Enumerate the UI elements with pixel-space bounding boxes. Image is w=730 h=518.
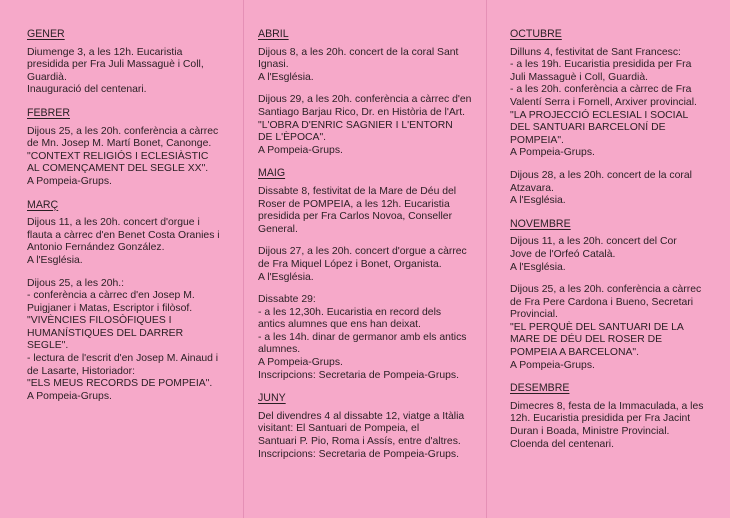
month-heading: MAIG [258, 167, 286, 180]
event-text-line: visitant: El Santuari de Pompeia, el [258, 423, 420, 435]
event-entry [258, 294, 470, 382]
event-text-line: A Pompeia-Grups. [27, 390, 112, 402]
month-heading: ABRIL [258, 28, 289, 40]
event-text-line: de Fra Pere Cardona i Bueno, Secretari [510, 296, 694, 308]
event-text-line: Roser de POMPEIA, a les 12h. Eucaristia [258, 198, 450, 210]
event-text-line: A l'Església. [510, 261, 566, 273]
event-text-line: de Mn. Josep M. Martí Bonet, Canonge. [27, 138, 212, 150]
month-heading: FEBRER [27, 106, 70, 119]
event-text-line: Dilluns 4, festivitat de Sant Francesc: [510, 46, 681, 58]
month-section [510, 382, 724, 451]
month-section [258, 392, 470, 461]
event-text-line: Duran i Boada, Ministre Provincial. [510, 426, 670, 438]
event-entry [510, 47, 724, 160]
event-text-line: - a les 12,30h. Eucaristia en record dels [258, 306, 442, 318]
event-text-line: Inauguració del centenari. [27, 84, 147, 96]
event-text-line: MARE DE DÉU DEL ROSER DE [510, 334, 663, 346]
event-text-line: "VIVÈNCIES FILOSÒFIQUES I [27, 315, 172, 327]
panel-left [27, 28, 235, 413]
event-text-line: de Fra Miquel López i Bonet, Organista. [258, 258, 442, 270]
event-text-line: Cloenda del centenari. [510, 438, 614, 450]
event-text-line: Dijous 28, a les 20h. concert de la coral [510, 169, 692, 181]
event-text-line: Dijous 8, a les 20h. concert de la coral Sant [258, 46, 459, 58]
event-text-line: presidida per Fra Juli Massaguè i Coll, [27, 59, 204, 71]
month-section [258, 28, 470, 157]
event-text-line: Dimecres 8, festa de la Immaculada, a les [510, 400, 704, 412]
event-text-line: Santiago Barjau Rico, Dr. en Història de l'Art. [258, 106, 466, 118]
event-entry [510, 284, 724, 372]
event-entry [27, 47, 235, 97]
event-text-line: "EL PERQUÈ DEL SANTUARI DE LA [510, 321, 684, 333]
event-text-line: Dijous 11, a les 20h. concert d'orgue i [27, 217, 200, 229]
event-entry [258, 94, 470, 157]
event-text-line: Dijous 27, a les 20h. concert d'orgue a càrrec [258, 246, 467, 258]
month-section [27, 28, 235, 97]
event-text-line: "CONTEXT RELIGIÓS I ECLESIÀSTIC [27, 150, 209, 162]
event-text-line: A l'Església. [510, 195, 566, 207]
event-text-line: A l'Església. [258, 71, 314, 83]
event-text-line: HUMANÍSTIQUES DEL DARRER [27, 327, 184, 339]
event-text-line: Dijous 11, a les 20h. concert del Cor [510, 236, 677, 248]
event-entry [258, 411, 470, 461]
panel-right [510, 28, 724, 461]
event-text-line: Dissabte 29: [258, 294, 316, 306]
event-text-line: Puigjaner i Matas, Escriptor i filòsof. [27, 302, 193, 314]
event-text-line: alumnes. [258, 344, 301, 356]
event-text-line: "LA PROJECCIÓ ECLESIAL I SOCIAL [510, 109, 689, 121]
event-entry [510, 401, 724, 451]
event-text-line: Del divendres 4 al dissabte 12, viatge a Itàlia [258, 410, 465, 422]
event-entry [258, 246, 470, 284]
fold-line-right [486, 0, 487, 518]
event-text-line: Dijous 29, a les 20h. conferència a càrrec d'en [258, 94, 472, 106]
event-text-line: de Lasarte, Historiador: [27, 365, 136, 377]
event-text-line: Dijous 25, a les 20h. conferència a càrrec [27, 125, 219, 137]
event-text-line: General. [258, 223, 298, 235]
event-entry [27, 217, 235, 267]
event-text-line: AL COMENÇAMENT DEL SEGLE XX". [27, 163, 209, 175]
event-text-line: Antonio Fernández González. [27, 242, 165, 254]
event-text-line: - lectura de l'escrit d'en Josep M. Ainaud i [27, 353, 219, 365]
event-entry [510, 236, 724, 274]
event-text-line: Inscripcions: Secretaria de Pompeia-Grups. [258, 448, 459, 460]
event-text-line: Dijous 25, a les 20h. conferència a càrrec [510, 284, 702, 296]
event-entry [27, 126, 235, 189]
event-text-line: DEL SANTUARI BARCELONÍ DE [510, 122, 666, 134]
event-text-line: - a les 19h. Eucaristia presidida per Fra [510, 59, 692, 71]
month-heading: JUNY [258, 392, 286, 405]
event-text-line: Guardià. [27, 71, 67, 83]
event-text-line: flauta a càrrec d'en Benet Costa Oranies i [27, 229, 220, 241]
event-text-line: Inscripcions: Secretaria de Pompeia-Grups. [258, 369, 459, 381]
event-text-line: Dissabte 8, festivitat de la Mare de Déu del [258, 185, 457, 197]
event-entry [258, 186, 470, 236]
event-text-line: Ignasi. [258, 59, 289, 71]
panel-middle [258, 28, 470, 471]
month-section [510, 28, 724, 208]
event-entry [258, 47, 470, 85]
event-text-line: A l'Església. [27, 254, 83, 266]
event-text-line: POMPEIA A BARCELONA". [510, 347, 639, 359]
month-section [27, 199, 235, 404]
event-text-line: - a les 20h. conferència a càrrec de Fra [510, 84, 692, 96]
event-text-line: antics alumnes que ens han deixat. [258, 319, 421, 331]
event-text-line: presidida per Fra Carlos Novoa, Conseller [258, 211, 453, 223]
month-heading: NOVEMBRE [510, 217, 571, 230]
event-text-line: Diumenge 3, a les 12h. Eucaristia [27, 46, 183, 58]
month-section [510, 218, 724, 373]
event-text-line: Atzavara. [510, 182, 554, 194]
event-text-line: A Pompeia-Grups. [258, 144, 343, 156]
event-text-line: A Pompeia-Grups. [510, 359, 595, 371]
month-heading: GENER [27, 28, 65, 40]
event-text-line: - conferència a càrrec d'en Josep M. [27, 290, 195, 302]
event-text-line: Jove de l'Orfeó Català. [510, 248, 616, 260]
month-heading: OCTUBRE [510, 28, 562, 40]
event-entry [27, 278, 235, 404]
event-text-line: A Pompeia-Grups. [258, 357, 343, 369]
month-section [27, 107, 235, 189]
event-text-line: 12h. Eucaristia presidida per Fra Jacint [510, 413, 691, 425]
event-text-line: A Pompeia-Grups. [510, 147, 595, 159]
event-entry [510, 170, 724, 208]
event-text-line: A l'Església. [258, 271, 314, 283]
fold-line-left [243, 0, 244, 518]
month-section [258, 167, 470, 382]
event-text-line: Valentí Serra i Fornell, Arxiver provincial. [510, 96, 697, 108]
event-text-line: SEGLE". [27, 340, 69, 352]
event-text-line: - a les 14h. dinar de germanor amb els antics [258, 331, 467, 343]
month-heading: MARÇ [27, 198, 59, 211]
event-text-line: Provincial. [510, 309, 558, 321]
event-text-line: "L'OBRA D'ENRIC SAGNIER I L'ENTORN [258, 119, 453, 131]
month-heading: DESEMBRE [510, 382, 570, 395]
event-text-line: Juli Massaguè i Coll, Guardià. [510, 71, 649, 83]
event-text-line: Santuari P. Pio, Roma i Assís, entre d'altres. [258, 436, 461, 448]
event-text-line: A Pompeia-Grups. [27, 175, 112, 187]
event-text-line: DE L'ÈPOCA". [258, 132, 327, 144]
event-text-line: POMPEIA". [510, 134, 564, 146]
event-text-line: Dijous 25, a les 20h.: [27, 277, 125, 289]
event-text-line: "ELS MEUS RECORDS DE POMPEIA". [27, 378, 213, 390]
